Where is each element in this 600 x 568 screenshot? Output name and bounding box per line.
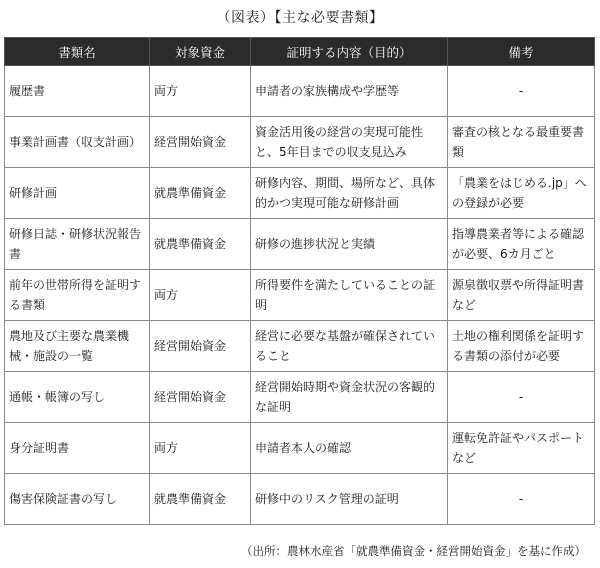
cell-purpose: 経営に必要な基盤が確保されていること: [251, 321, 448, 372]
table-header-row: [5, 38, 595, 66]
cell-fund: 経営開始資金: [150, 117, 251, 168]
cell-note: 審査の核となる最重要書類: [448, 117, 595, 168]
required-documents-table: [4, 37, 595, 525]
cell-purpose: 資金活用後の経営の実現可能性と、5年目までの収支見込み: [251, 117, 448, 168]
cell-note: -: [448, 474, 595, 525]
cell-note: 土地の権利関係を証明する書類の添付が必要: [448, 321, 595, 372]
cell-purpose: 研修の進捗状況と実績: [251, 219, 448, 270]
table-row: [5, 66, 595, 117]
cell-doc: 傷害保険証書の写し: [5, 474, 150, 525]
table-row: [5, 372, 595, 423]
cell-fund: 就農準備資金: [150, 219, 251, 270]
header-target-fund: 対象資金: [150, 38, 251, 66]
cell-note: -: [448, 66, 595, 117]
header-note: 備考: [448, 38, 595, 66]
header-purpose: 証明する内容（目的）: [251, 38, 448, 66]
cell-purpose: 研修中のリスク管理の証明: [251, 474, 448, 525]
cell-purpose: 申請者の家族構成や学歴等: [251, 66, 448, 117]
table-row: [5, 423, 595, 474]
cell-doc: 通帳・帳簿の写し: [5, 372, 150, 423]
cell-purpose: 所得要件を満たしていることの証明: [251, 270, 448, 321]
table-row: [5, 321, 595, 372]
cell-note: 「農業をはじめる.jp」への登録が必要: [448, 168, 595, 219]
cell-note: -: [448, 372, 595, 423]
cell-note: 運転免許証やパスポートなど: [448, 423, 595, 474]
cell-fund: 就農準備資金: [150, 474, 251, 525]
table-row: [5, 168, 595, 219]
cell-purpose: 研修内容、期間、場所など、具体的かつ実現可能な研修計画: [251, 168, 448, 219]
header-doc-name: 書類名: [5, 38, 150, 66]
table-row: [5, 117, 595, 168]
cell-fund: 就農準備資金: [150, 168, 251, 219]
table-row: [5, 219, 595, 270]
page-title: （図表）【主な必要書類】: [216, 10, 384, 26]
cell-purpose: 経営開始時期や資金状況の客観的な証明: [251, 372, 448, 423]
source-caption: （出所：農林水産省「就農準備資金・経営開始資金」を基に作成）: [241, 544, 586, 558]
cell-doc: 農地及び主要な農業機械・施設の一覧: [5, 321, 150, 372]
table-row: [5, 474, 595, 525]
cell-note: 源泉徴収票や所得証明書など: [448, 270, 595, 321]
cell-doc: 履歴書: [5, 66, 150, 117]
cell-fund: 経営開始資金: [150, 321, 251, 372]
cell-purpose: 申請者本人の確認: [251, 423, 448, 474]
table-row: [5, 270, 595, 321]
cell-fund: 両方: [150, 66, 251, 117]
cell-note: 指導農業者等による確認が必要、6カ月ごと: [448, 219, 595, 270]
cell-doc: 身分証明書: [5, 423, 150, 474]
cell-doc: 事業計画書（収支計画）: [5, 117, 150, 168]
cell-fund: 経営開始資金: [150, 372, 251, 423]
cell-doc: 研修計画: [5, 168, 150, 219]
cell-fund: 両方: [150, 423, 251, 474]
cell-doc: 研修日誌・研修状況報告書: [5, 219, 150, 270]
cell-doc: 前年の世帯所得を証明する書類: [5, 270, 150, 321]
cell-fund: 両方: [150, 270, 251, 321]
